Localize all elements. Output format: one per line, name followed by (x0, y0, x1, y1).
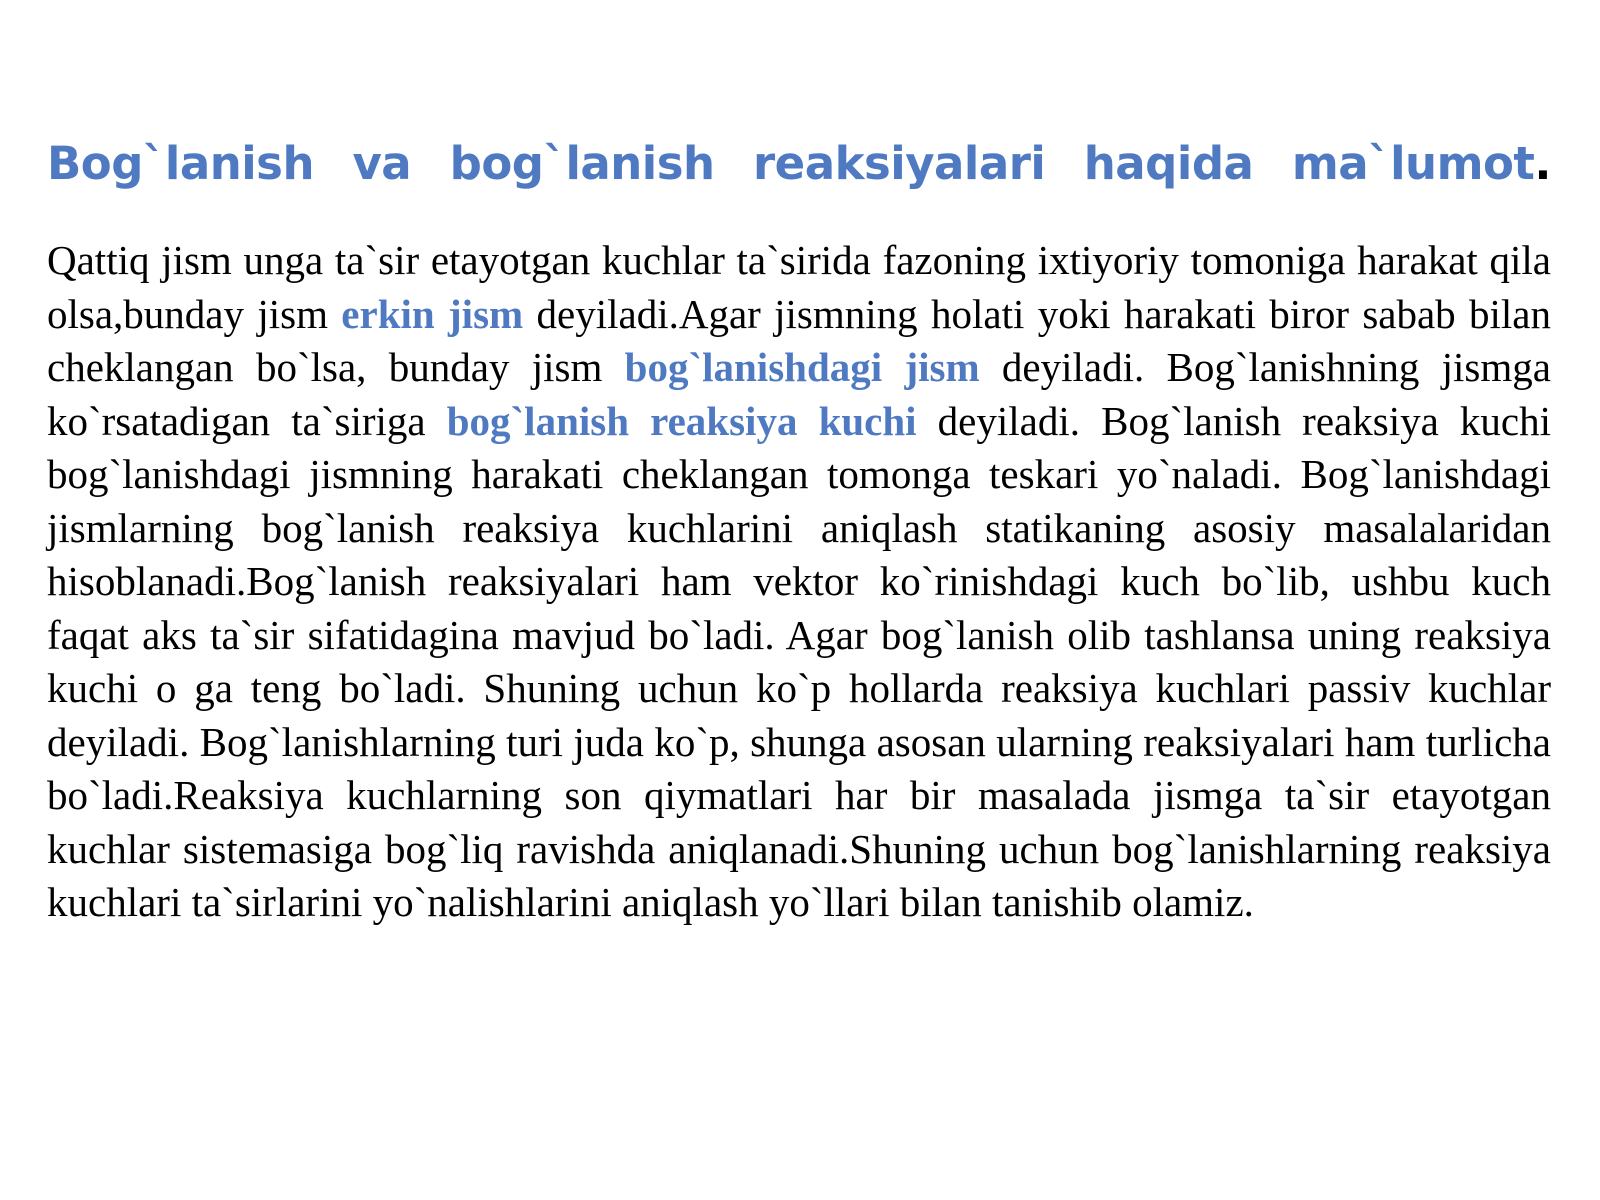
term-boglanishdagi-jism: bog`lanishdagi jism (624, 344, 980, 390)
body-paragraph (47, 234, 1551, 930)
body-text-segment-2: deyiladi.Agar jismning holati yoki harakati biror sabab bilan cheklangan bo`lsa, bunday jism (47, 290, 1551, 390)
body-text-segment-4: deyiladi. Bog`lanish reaksiya kuchi bog`lanishdagi jismning harakati cheklangan tomonga teskari yo`naladi. Bog`lanishdagi jismlarning bog`lanish reaksiya kuchlarini aniqlash statikaning asosiy masalalaridan hisoblanadi.Bog`lanish reaksiyalari ham vektor ko`rinishdagi kuch bo`lib, ushbu kuch faqat aks ta`sir sifatidagina mavjud bo`ladi. Agar bog`lanish olib tashlansa uning reaksiya kuchi o ga teng bo`ladi. Shuning uchun ko`p hollarda reaksiya kuchlari passiv kuchlar deyiladi. Bog`lanishlarning turi juda ko`p, shunga asosan ularning reaksiyalari ham turlicha bo`ladi.Reaksiya kuchlarning son qiymatlari har bir masalada jismga ta`sir etayotgan kuchlar sistemasiga bog`liq ravishda aniqlanadi.Shuning uchun bog`lanishlarning reaksiya kuchlari ta`sirlarini yo`nalishlarini aniqlash yo`llari bilan tanishib olamiz. (47, 397, 1551, 925)
body-text-segment-1: Qattiq jism unga ta`sir etayotgan kuchlar ta`sirida fazoning ixtiyoriy tomoniga harakat qila olsa,bunday jism (47, 237, 1551, 337)
body-text-segment-3: deyiladi. Bog`lanishning jismga ko`rsatadigan ta`siriga (47, 344, 1551, 444)
slide-content (47, 136, 1551, 930)
slide-title-text: Bog`lanish va bog`lanish reaksiyalari haqida ma`lumot (47, 137, 1535, 190)
term-erkin-jism: erkin jism (341, 290, 524, 337)
slide-title-period: . (1534, 137, 1551, 190)
term-boglanish-reaksiya-kuchi: bog`lanish reaksiya kuchi (446, 397, 917, 444)
slide-title (47, 136, 1551, 192)
